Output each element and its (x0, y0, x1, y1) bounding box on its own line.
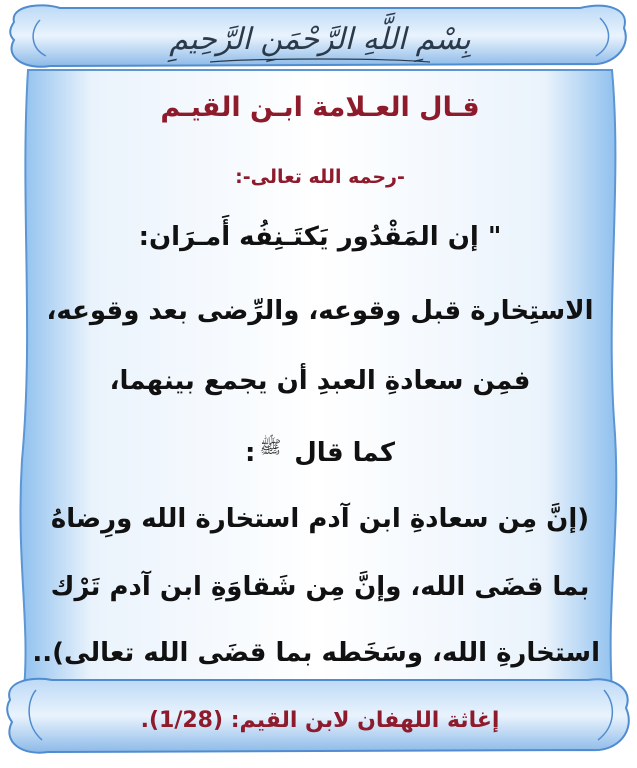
quote-line-3: فمِن سعادةِ العبدِ أن يجمع بينهما، (109, 366, 531, 396)
honorific-calligraphy: ﷺ (259, 437, 282, 458)
quote-line-4-text: كما قال (294, 438, 395, 468)
quote-line-4: كما قال $^ﷺ$: (245, 437, 395, 468)
quote-line-1: " إن المَقْدُور يَكتَـنِفُه أَمـرَان: (138, 222, 502, 252)
subtitle: -رحمه الله تعالى-: (235, 166, 405, 188)
hadith-line-3: استخارةِ الله، وسَخَطه بما قضَى الله تعالى).. (32, 638, 600, 668)
basmala-calligraphy: بِسْمِ اللَّهِ الرَّحْمَنِ الرَّحِيمِ (169, 22, 471, 57)
hadith-line-2: بما قضَى الله، وإنَّ مِن شَقاوَةِ ابن آدم تَرْك (50, 572, 590, 602)
page-title: قـال العـلامة ابـن القيـم (160, 92, 480, 123)
source-citation: إغاثة اللهفان لابن القيم: (1/28). (140, 708, 500, 733)
quote-line-2: الاستِخارة قبل وقوعه، والرِّضى بعد وقوعه، (46, 296, 594, 326)
scroll-content (32, 0, 600, 768)
hadith-line-1: (إنَّ مِن سعادةِ ابن آدم استخارة الله ورِضاهُ (50, 504, 590, 534)
